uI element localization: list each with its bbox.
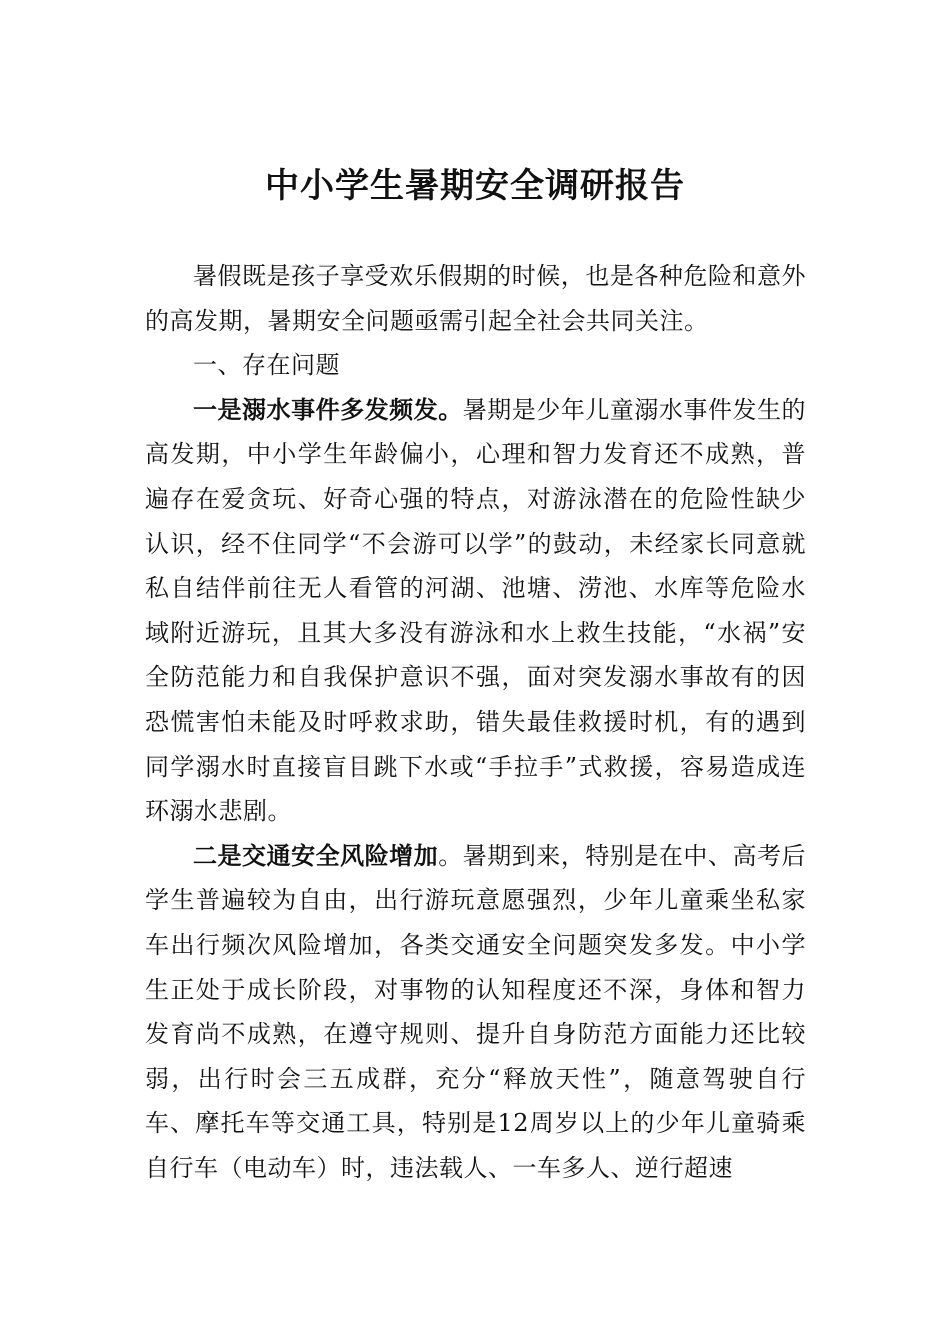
point-lead: 二是交通安全风险增加 <box>193 840 439 870</box>
point-paragraph <box>145 834 806 1191</box>
point-paragraph <box>145 388 806 834</box>
document-body <box>145 254 806 1190</box>
point-text: 。暑期到来，特别是在中、高考后学生普遍较为自由，出行游玩意愿强烈，少年儿童乘坐私家车出行频次风险增加，各类交通安全问题突发多发。中小学生正处于成长阶段，对事物的认知程度还不深，身体和智力发育尚不成熟，在遵守规则、提升自身防范方面能力还比较弱，出行时会三五成群，充分“释放天性”，随意驾驶自行车、摩托车等交通工具，特别是12周岁以上的少年儿童骑乘自行车（电动车）时，违法载人、一车多人、逆行超速 <box>145 841 807 1182</box>
section-heading: 一、存在问题 <box>193 351 340 380</box>
page-title: 中小学生暑期安全调研报告 <box>265 166 685 206</box>
intro-paragraph: 暑假既是孩子享受欢乐假期的时候，也是各种危险和意外的高发期，暑期安全问题亟需引起全社会共同关注。 <box>145 262 806 335</box>
point-text: 暑期是少年儿童溺水事件发生的高发期，中小学生年龄偏小，心理和智力发育还不成熟，普遍存在爱贪玩、好奇心强的特点，对游泳潜在的危险性缺少认识，经不住同学“不会游可以学”的鼓动，未经家长同意就私自结伴前往无人看管的河湖、池塘、涝池、水库等危险水域附近游玩，且其大多没有游泳和水上救生技能，“水祸”安全防范能力和自我保护意识不强，面对突发溺水事故有的因恐慌害怕未能及时呼救求助，错失最佳救援时机，有的遇到同学溺水时直接盲目跳下水或“手拉手”式救援，容易造成连环溺水悲剧。 <box>145 395 807 826</box>
point-lead: 一是溺水事件多发频发。 <box>193 394 463 424</box>
